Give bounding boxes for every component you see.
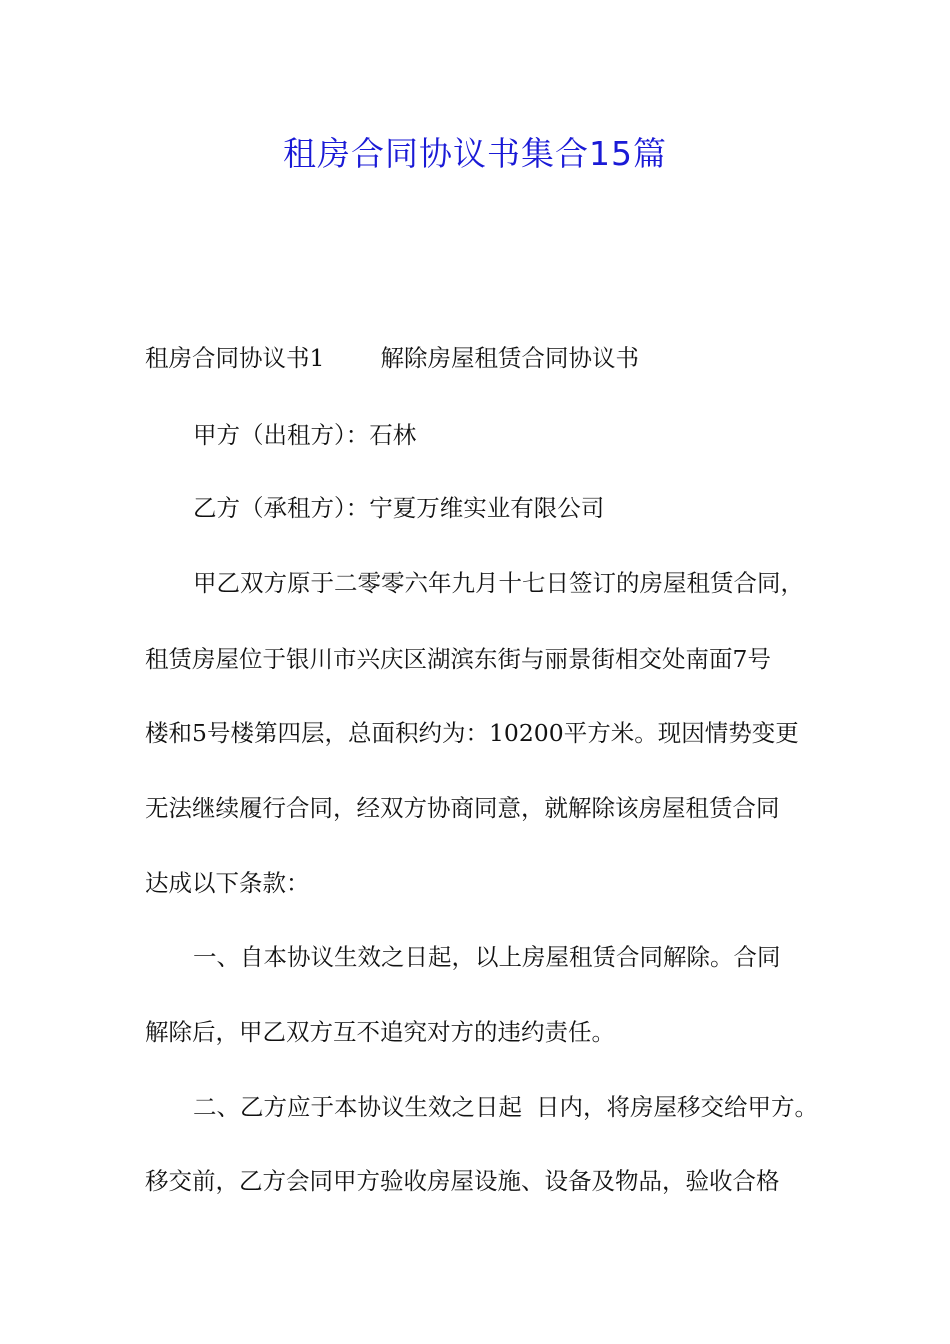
paragraph-line: 甲乙双方原于二零零六年九月十七日签订的房屋租赁合同， <box>193 569 804 597</box>
party-b-line: 乙方（承租方）：宁夏万维实业有限公司 <box>193 494 605 522</box>
clause-line: 一、自本协议生效之日起，以上房屋租赁合同解除。合同 <box>193 943 781 971</box>
clause-2-text-end: 日内，将房屋移交给甲方。 <box>536 1093 818 1121</box>
party-a-line: 甲方（出租方）：石林 <box>193 421 417 449</box>
section-heading-subtitle: 解除房屋租赁合同协议书 <box>380 344 639 372</box>
clause-line: 移交前，乙方会同甲方验收房屋设施、设备及物品，验收合格 <box>145 1167 780 1195</box>
paragraph-line: 楼和5号楼第四层，总面积约为：10200平方米。现因情势变更 <box>145 719 799 747</box>
paragraph-line: 无法继续履行合同，经双方协商同意，就解除该房屋租赁合同 <box>145 794 780 822</box>
clause-line: 解除后，甲乙双方互不追究对方的违约责任。 <box>145 1018 615 1046</box>
document-title: 租房合同协议书集合15篇 <box>283 134 667 173</box>
clause-line <box>193 1092 818 1122</box>
section-heading <box>145 343 639 373</box>
clause-2-text-start: 二、乙方应于本协议生效之日起 <box>193 1093 522 1121</box>
section-heading-number: 租房合同协议书1 <box>145 344 325 372</box>
paragraph-line: 达成以下条款： <box>145 869 310 897</box>
paragraph-line: 租赁房屋位于银川市兴庆区湖滨东街与丽景街相交处南面7号 <box>145 645 771 673</box>
